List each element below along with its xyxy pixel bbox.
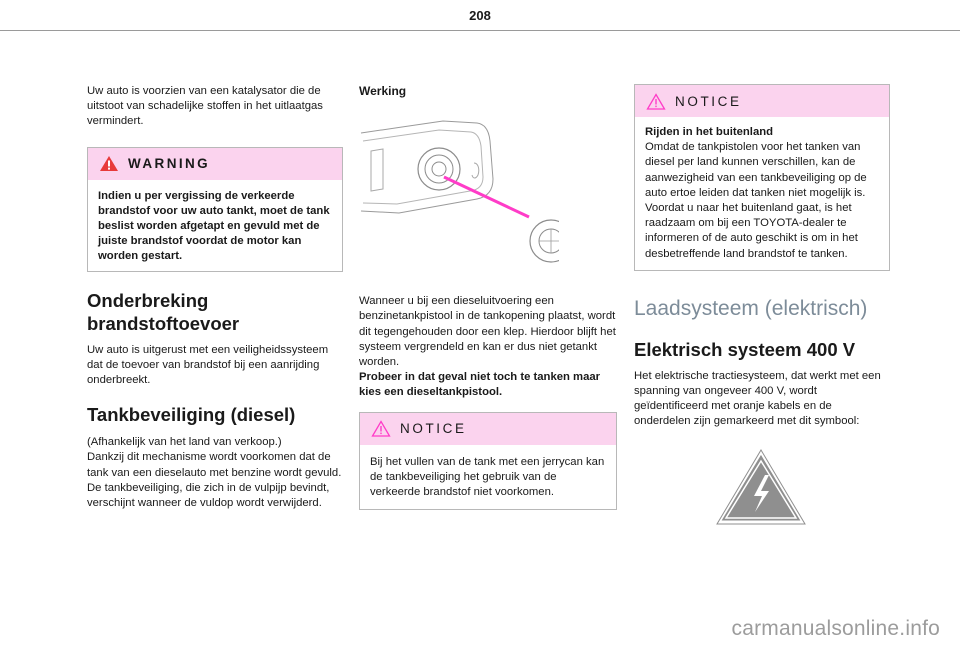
heading-charging-system: Laadsysteem (elektrisch) [634, 296, 868, 320]
watermark: carmanualsonline.info [731, 617, 940, 640]
warning-text: Indien u per vergissing de verkeerde brandstof voor uw auto tankt, moet de tank beslist worden afgetapt en gevuld met de juiste brandstof voordat de motor kan worden gestart. [98, 189, 330, 263]
notice-box-jerrycan [359, 412, 617, 511]
heading-operation: Werking [359, 84, 407, 98]
warning-icon [99, 155, 119, 172]
warning-title: WARNING [128, 156, 211, 172]
notice-abroad-text: Omdat de tankpistolen voor het tanken van diesel per land kunnen verschillen, kan de aanwezigheid van een tankbeveiliging op de auto ertoe leiden dat tanken niet mogelijk is. Voordat u naar het buitenland gaat, is het raadzaam om bij een TOYOTA-dealer te informeren of de auto geschikt is om in het desbetreffende land brandstof te tanken. [645, 141, 867, 260]
400v-system-text: Het elektrische tractiesysteem, dat werkt met een spanning van ongeveer 400 V, wordt geïdentificeerd met oranje kabels en de onderdelen zijn gemarkeerd met dit symbool: [634, 369, 881, 428]
high-voltage-icon [716, 449, 806, 525]
fuel-cutoff-text: Uw auto is uitgerust met een veiligheidssysteem dat de toevoer van brandstof bij een aanrijding onderbreekt. [87, 343, 329, 387]
notice-title: NOTICE [400, 421, 467, 437]
heading-fuel-cutoff-line2: brandstoftoevoer [87, 312, 240, 334]
column-2 [359, 84, 617, 510]
operation-text: Wanneer u bij een dieseluitvoering een benzinetankpistool in de tankopening plaatst, wordt dit tegengehouden door een klep. Hierdoor blijft het systeem vergrendeld en kan er dus niet getankt worden. [359, 295, 616, 369]
warning-box [87, 147, 343, 272]
header-divider [0, 30, 960, 31]
notice-header [360, 413, 616, 445]
notice-icon [646, 93, 666, 110]
page-number: 208 [469, 8, 491, 23]
column-3 [634, 84, 890, 525]
notice-abroad-subtitle: Rijden in het buitenland [645, 126, 774, 138]
misfuel-country-note: (Afhankelijk van het land van verkoop.) [87, 436, 282, 449]
heading-misfuel-prevention: Tankbeveiliging (diesel) [87, 404, 296, 426]
catalyst-intro: Uw auto is voorzien van een katalysator die de uitstoot van schadelijke stoffen in het uitlaatgas vermindert. [87, 85, 323, 128]
warning-header [88, 148, 342, 180]
notice-title: NOTICE [675, 93, 742, 109]
operation-advice: Probeer in dat geval niet toch te tanken maar kies een dieseltankpistool. [359, 371, 601, 399]
notice-box-abroad [634, 84, 890, 271]
misfuel-text-1: Dankzij dit mechanisme wordt voorkomen dat de tank van een dieselauto met benzine wordt gevuld. [87, 451, 342, 479]
heading-fuel-cutoff-line1: Onderbreking [87, 289, 209, 311]
notice-jerrycan-text: Bij het vullen van de tank met een jerrycan kan de tankbeveiliging het gebruik van de verkeerde brandstof niet voorkomen. [370, 455, 605, 499]
notice-icon [371, 420, 391, 437]
misfuel-text-2: De tankbeveiliging, die zich in de vulpijp bevindt, verschijnt wanneer de vuldop wordt verwijderd. [87, 481, 330, 510]
column-1 [87, 84, 343, 511]
notice-header [635, 85, 889, 117]
heading-400v-system: Elektrisch systeem 400 V [634, 338, 856, 360]
filler-neck-illustration [359, 111, 559, 263]
